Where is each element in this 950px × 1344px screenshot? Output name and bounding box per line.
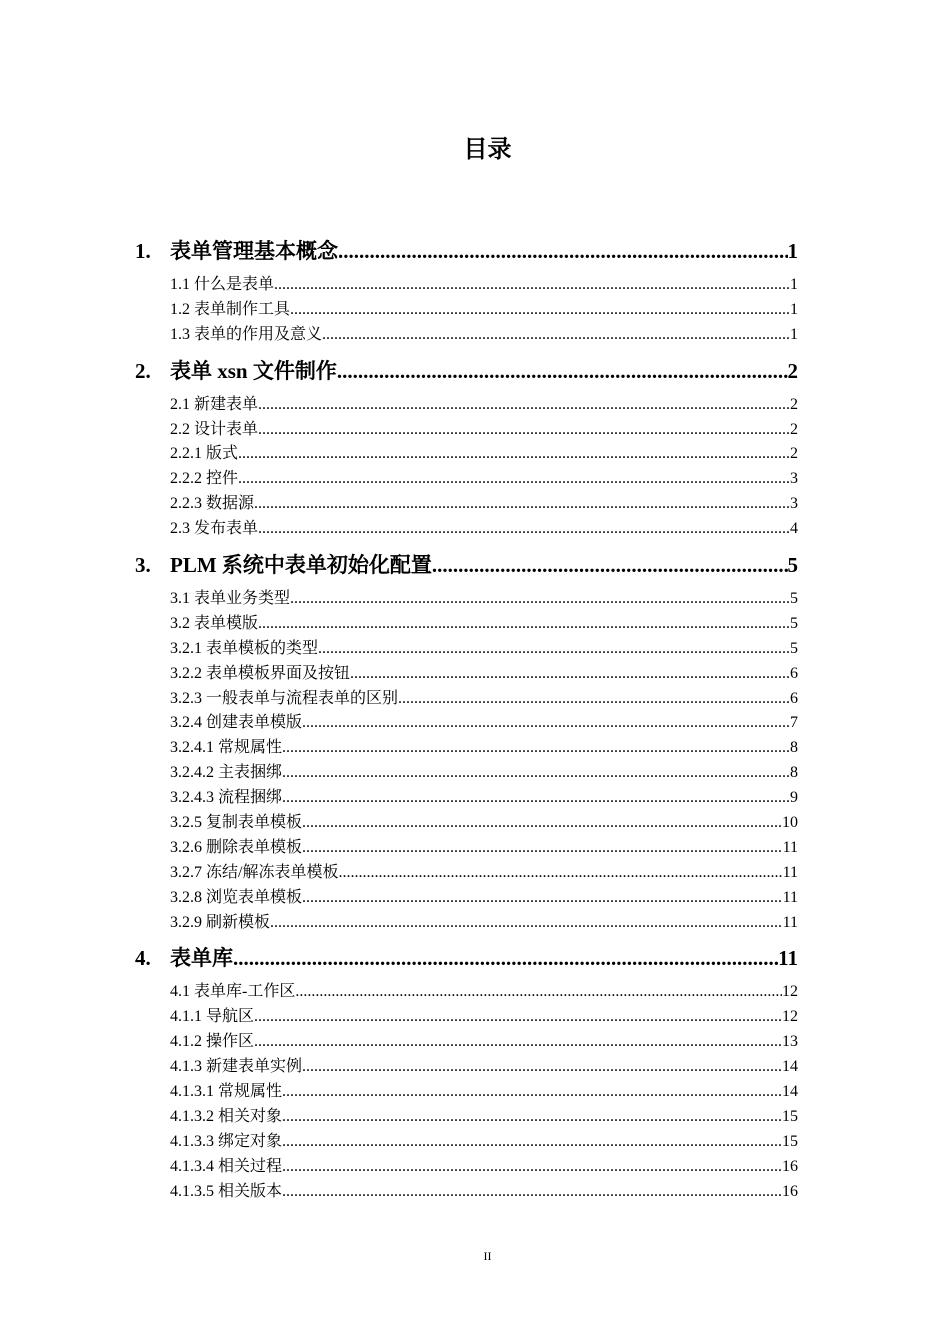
- toc-leader-dots: [282, 736, 790, 761]
- toc-entry[interactable]: [135, 1180, 798, 1205]
- toc-entry[interactable]: [135, 1105, 798, 1130]
- toc-leader-dots: [338, 234, 788, 269]
- toc-entry-title: 3.2.4 创建表单模版: [170, 714, 303, 732]
- toc-entry-title: 3.2.9 刷新模板: [170, 913, 271, 931]
- toc-leader-dots: [302, 886, 783, 911]
- toc-leader-dots: [432, 548, 788, 583]
- toc-leader-dots: [290, 587, 790, 612]
- toc-entry-title: 2.1 新建表单: [170, 395, 259, 413]
- toc-entry-page: 2: [790, 445, 798, 463]
- toc-entry-title: 3.1 表单业务类型: [170, 590, 291, 608]
- toc-entry-page: 16: [782, 1157, 798, 1175]
- toc-entry-page: 8: [790, 764, 798, 782]
- toc-leader-dots: [338, 861, 782, 886]
- toc-entry[interactable]: [135, 811, 798, 836]
- toc-entry[interactable]: [135, 1005, 798, 1030]
- toc-entry-title: 3.2.5 复制表单模板: [170, 814, 303, 832]
- toc-entry-page: 11: [782, 863, 798, 881]
- toc-entry[interactable]: [135, 323, 798, 348]
- toc-leader-dots: [322, 323, 790, 348]
- toc-entry-page: 8: [790, 739, 798, 757]
- toc-entry-title: 3.2.8 浏览表单模板: [170, 888, 303, 906]
- toc-entry[interactable]: [135, 1080, 798, 1105]
- toc-section-entry[interactable]: [135, 548, 798, 583]
- toc-leader-dots: [274, 273, 790, 298]
- toc-entry-title: 3.2 表单模版: [170, 614, 259, 632]
- toc-section-page: 1: [787, 239, 798, 263]
- toc-entry-page: 12: [782, 983, 798, 1001]
- toc-entry[interactable]: [135, 517, 798, 542]
- toc-entry-page: 5: [790, 614, 798, 632]
- toc-section-page: 2: [787, 358, 798, 383]
- toc-entry-title: 1.1 什么是表单: [170, 276, 275, 293]
- toc-entry-title: 3.2.4.3 流程捆绑: [170, 789, 283, 807]
- toc-entry-title: 3.2.4.2 主表捆绑: [170, 764, 283, 782]
- toc-leader-dots: [302, 711, 790, 736]
- toc-leader-dots: [282, 786, 790, 811]
- toc-entry-title: 4.1.3.1 常规属性: [170, 1083, 283, 1101]
- toc-entry-page: 15: [782, 1107, 798, 1125]
- toc-entry-page: 10: [782, 814, 798, 832]
- toc-entry[interactable]: [135, 687, 798, 712]
- toc-entry[interactable]: [135, 298, 798, 323]
- toc-entry-title: 2.3 发布表单: [170, 520, 259, 538]
- toc-entry-title: 4.1.1 导航区: [170, 1008, 255, 1026]
- toc-entry-title: 4.1.3.3 绑定对象: [170, 1132, 283, 1150]
- toc-leader-dots: [295, 980, 782, 1005]
- toc-entry[interactable]: [135, 637, 798, 662]
- toc-entry-title: 2.2 设计表单: [170, 420, 259, 438]
- toc-entry-page: 6: [790, 664, 798, 682]
- toc-entry[interactable]: [135, 980, 798, 1005]
- toc-entry[interactable]: [135, 1155, 798, 1180]
- toc-entry-page: 13: [782, 1033, 798, 1051]
- toc-section-number: 4.: [135, 946, 151, 971]
- toc-leader-dots: [350, 662, 790, 687]
- toc-entry[interactable]: [135, 418, 798, 443]
- toc-entry[interactable]: [135, 492, 798, 517]
- toc-entry[interactable]: [135, 393, 798, 418]
- toc-entry-page: 3: [790, 495, 798, 513]
- toc-entry-title: 4.1.3.2 相关对象: [170, 1107, 283, 1125]
- toc-entry-title: 3.2.2 表单模板界面及按钮: [170, 664, 351, 682]
- toc-section-entry[interactable]: [135, 941, 798, 976]
- toc-entry-page: 11: [782, 913, 798, 931]
- toc-section-number: 1.: [135, 239, 151, 263]
- toc-entry-title: 4.1 表单库-工作区: [170, 983, 296, 1001]
- toc-entry[interactable]: [135, 1055, 798, 1080]
- toc-entry-page: 4: [790, 520, 798, 538]
- toc-entry-title: 3.2.6 删除表单模板: [170, 838, 303, 856]
- toc-entry[interactable]: [135, 1030, 798, 1055]
- toc-entry-page: 7: [790, 714, 798, 732]
- toc-leader-dots: [258, 418, 790, 443]
- toc-entry-title: 3.2.7 冻结/解冻表单模板: [170, 863, 339, 881]
- toc-leader-dots: [282, 1080, 782, 1105]
- toc-leader-dots: [318, 637, 790, 662]
- toc-entry-page: 5: [790, 590, 798, 608]
- toc-section-entry[interactable]: [135, 354, 798, 389]
- toc-entry[interactable]: [135, 786, 798, 811]
- toc-leader-dots: [282, 1155, 782, 1180]
- toc-section-title: 表单库: [170, 946, 233, 971]
- toc-entry-page: 15: [782, 1132, 798, 1150]
- toc-leader-dots: [290, 298, 790, 323]
- toc-entry-page: 2: [790, 420, 798, 438]
- toc-entry[interactable]: [135, 587, 798, 612]
- toc-entry[interactable]: [135, 711, 798, 736]
- toc-leader-dots: [258, 393, 790, 418]
- toc-leader-dots: [233, 941, 778, 976]
- toc-leader-dots: [282, 1180, 782, 1205]
- toc-section-entry[interactable]: [135, 234, 798, 269]
- toc-entry-title: 4.1.3.4 相关过程: [170, 1157, 283, 1175]
- toc-section-title: 表单管理基本概念: [170, 239, 338, 263]
- toc-entry[interactable]: [135, 1130, 798, 1155]
- toc-entry-page: 1: [790, 276, 798, 293]
- toc-entry-page: 6: [790, 689, 798, 707]
- toc-entry-page: 1: [790, 325, 798, 343]
- toc-leader-dots: [282, 1130, 782, 1155]
- toc-section-title: PLM 系统中表单初始化配置: [170, 553, 432, 578]
- toc-section-page: 11: [778, 946, 798, 971]
- toc-entry[interactable]: [135, 273, 798, 298]
- toc-entry-page: 3: [790, 470, 798, 488]
- toc-entry[interactable]: [135, 761, 798, 786]
- toc-entry-page: 1: [790, 300, 798, 318]
- toc-leader-dots: [302, 811, 782, 836]
- toc-entry-title: 2.2.1 版式: [170, 445, 239, 463]
- toc-entry[interactable]: [135, 442, 798, 467]
- toc-entry-title: 4.1.3.5 相关版本: [170, 1182, 283, 1200]
- toc-entry-title: 4.1.2 操作区: [170, 1033, 255, 1051]
- toc-entry-page: 2: [790, 395, 798, 413]
- toc-section-page: 5: [787, 553, 798, 578]
- toc-entry-title: 4.1.3 新建表单实例: [170, 1058, 303, 1076]
- toc-leader-dots: [258, 517, 790, 542]
- toc-entry-page: 11: [782, 888, 798, 906]
- toc-entry[interactable]: [135, 861, 798, 886]
- toc-section-title: 表单 xsn 文件制作: [170, 358, 337, 383]
- toc-entry-page: 5: [790, 639, 798, 657]
- toc-entry-title: 2.2.3 数据源: [170, 495, 255, 513]
- toc-leader-dots: [254, 492, 790, 517]
- toc-entry-page: 11: [782, 838, 798, 856]
- toc-leader-dots: [258, 612, 790, 637]
- toc-leader-dots: [238, 467, 790, 492]
- toc-entry-page: 14: [782, 1083, 798, 1101]
- toc-leader-dots: [282, 761, 790, 786]
- toc-leader-dots: [337, 354, 788, 389]
- toc-leader-dots: [254, 1030, 782, 1055]
- toc-entry[interactable]: [135, 886, 798, 911]
- toc-entry[interactable]: [135, 612, 798, 637]
- toc-leader-dots: [302, 1055, 782, 1080]
- page-number-footer: II: [483, 1249, 492, 1263]
- toc-entry-title: 3.2.4.1 常规属性: [170, 739, 283, 757]
- toc-entry-title: 1.3 表单的作用及意义: [170, 325, 323, 343]
- toc-entry[interactable]: [135, 836, 798, 861]
- toc-leader-dots: [238, 442, 790, 467]
- toc-section-number: 2.: [135, 358, 151, 383]
- toc-entry-page: 12: [782, 1008, 798, 1026]
- toc-leader-dots: [398, 687, 790, 712]
- toc-leader-dots: [270, 911, 783, 936]
- toc-entry-page: 9: [790, 789, 798, 807]
- toc-entry[interactable]: [135, 662, 798, 687]
- toc-entry-page: 14: [782, 1058, 798, 1076]
- toc-leader-dots: [302, 836, 783, 861]
- toc-leader-dots: [282, 1105, 782, 1130]
- toc-entry[interactable]: [135, 467, 798, 492]
- toc-leader-dots: [254, 1005, 782, 1030]
- toc-entry-title: 1.2 表单制作工具: [170, 300, 291, 318]
- toc-entry-title: 2.2.2 控件: [170, 470, 239, 488]
- toc-section-number: 3.: [135, 553, 151, 578]
- toc-entry-title: 3.2.3 一般表单与流程表单的区别: [170, 689, 399, 707]
- toc-entry-page: 16: [782, 1182, 798, 1200]
- table-of-contents: [135, 232, 798, 1209]
- toc-entry[interactable]: [135, 911, 798, 936]
- toc-entry-title: 3.2.1 表单模板的类型: [170, 639, 319, 657]
- toc-entry[interactable]: [135, 736, 798, 761]
- page-title: 目录: [463, 137, 512, 163]
